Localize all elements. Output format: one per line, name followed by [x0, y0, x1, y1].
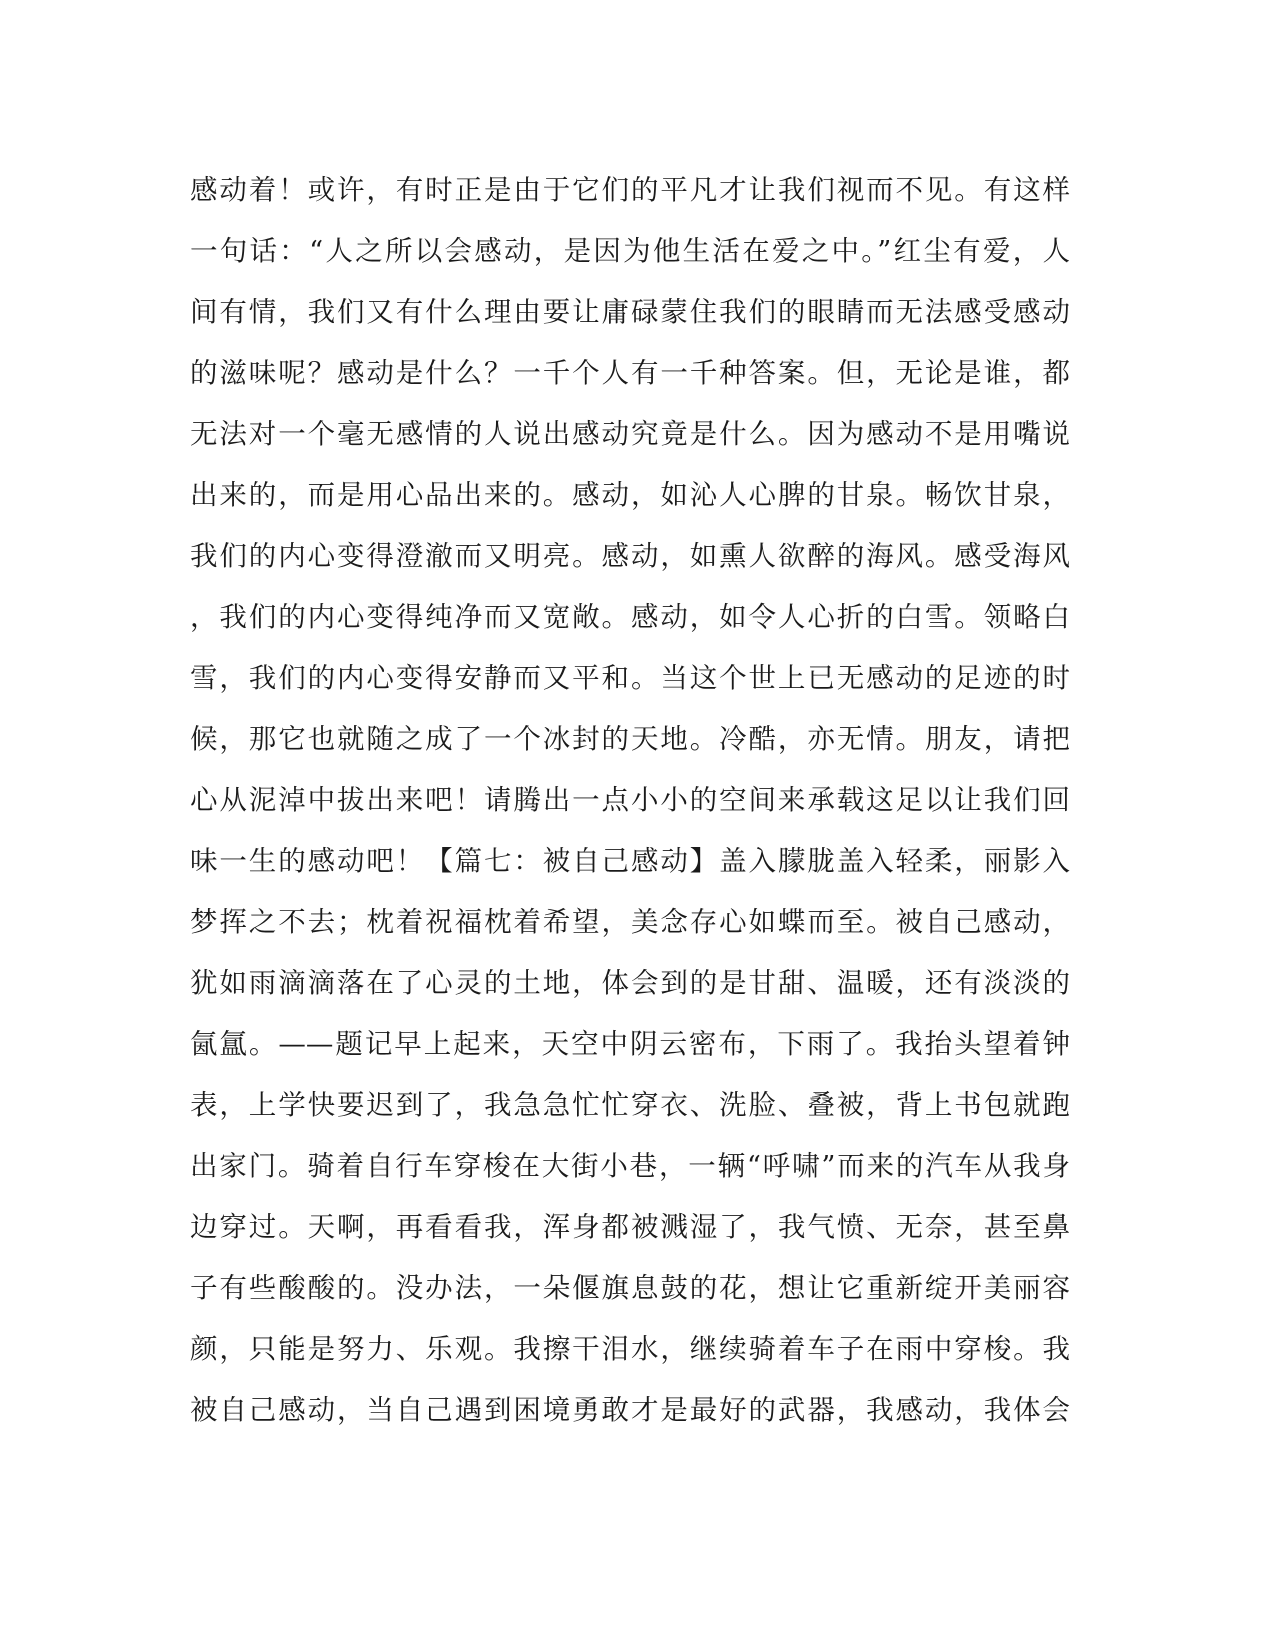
text-line-1: 感动着！或许，有时正是由于它们的平凡才让我们视而不见。有这样 [190, 174, 1070, 206]
text-line-14: 犹如雨滴滴落在了心灵的土地，体会到的是甘甜、温暖，还有淡淡的 [190, 967, 1070, 999]
text-line-13: 梦挥之不去；枕着祝福枕着希望，美念存心如蝶而至。被自己感动， [190, 906, 1070, 938]
text-line-10: 候，那它也就随之成了一个冰封的天地。冷酷，亦无情。朋友，请把 [190, 723, 1070, 755]
text-line-9: 雪，我们的内心变得安静而又平和。当这个世上已无感动的足迹的时 [190, 662, 1070, 694]
text-line-21: 被自己感动，当自己遇到困境勇敢才是最好的武器，我感动，我体会 [190, 1394, 1070, 1426]
text-line-7: 我们的内心变得澄澈而又明亮。感动，如熏人欲醉的海风。感受海风 [190, 540, 1070, 572]
text-line-5: 无法对一个毫无感情的人说出感动究竟是什么。因为感动不是用嘴说 [190, 418, 1070, 450]
text-line-20: 颜，只能是努力、乐观。我擦干泪水，继续骑着车子在雨中穿梭。我 [190, 1333, 1070, 1365]
text-line-8: ，我们的内心变得纯净而又宽敞。感动，如令人心折的白雪。领略白 [190, 601, 1070, 633]
text-line-12: 味一生的感动吧！【篇七：被自己感动】盖入朦胧盖入轻柔，丽影入 [190, 845, 1070, 877]
text-line-6: 出来的，而是用心品出来的。感动，如沁人心脾的甘泉。畅饮甘泉， [190, 479, 1070, 511]
text-line-11: 心从泥淖中拔出来吧！请腾出一点小小的空间来承载这足以让我们回 [190, 784, 1070, 816]
text-line-15: 氤氲。——题记早上起来，天空中阴云密布，下雨了。我抬头望着钟 [190, 1028, 1070, 1060]
text-line-3: 间有情，我们又有什么理由要让庸碌蒙住我们的眼睛而无法感受感动 [190, 296, 1070, 328]
text-line-2: 一句话：“人之所以会感动，是因为他生活在爱之中。”红尘有爱，人 [190, 235, 1070, 267]
body-text [190, 160, 1070, 1441]
text-line-17: 出家门。骑着自行车穿梭在大街小巷，一辆“呼啸”而来的汽车从我身 [190, 1150, 1070, 1182]
text-line-18: 边穿过。天啊，再看看我，浑身都被溅湿了，我气愤、无奈，甚至鼻 [190, 1211, 1070, 1243]
text-line-16: 表，上学快要迟到了，我急急忙忙穿衣、洗脸、叠被，背上书包就跑 [190, 1089, 1070, 1121]
text-line-4: 的滋味呢？感动是什么？一千个人有一千种答案。但，无论是谁，都 [190, 357, 1070, 389]
text-line-19: 子有些酸酸的。没办法，一朵偃旗息鼓的花，想让它重新绽开美丽容 [190, 1272, 1070, 1304]
